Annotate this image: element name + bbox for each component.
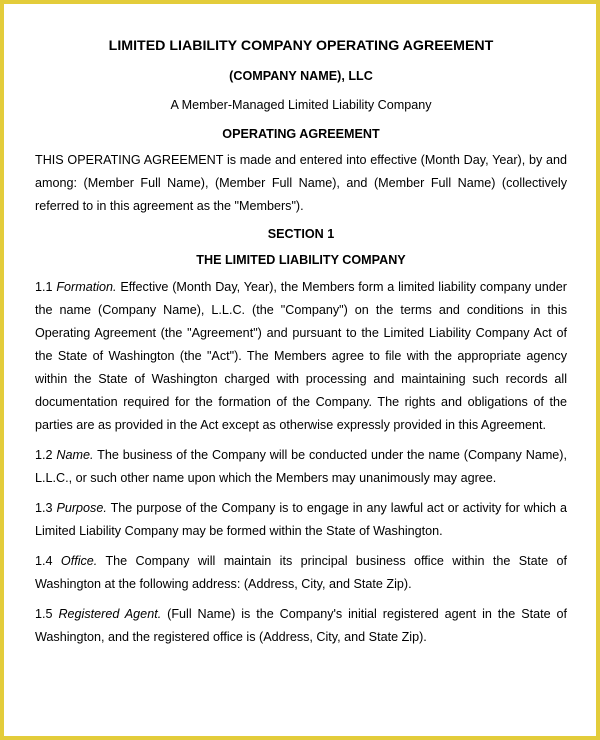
clause-term: Formation. — [56, 280, 117, 294]
bottom-fade — [8, 702, 592, 732]
clause-term: Purpose. — [56, 501, 107, 515]
section-number: SECTION 1 — [267, 227, 335, 241]
clause-number: 1.5 — [35, 607, 53, 621]
clause-name — [35, 444, 567, 490]
clause-number: 1.2 — [35, 448, 53, 462]
clause-text: The purpose of the Company is to engage in any lawful act or activity for which a Limited Liability Company may be formed within the State of Washington. — [35, 501, 567, 538]
clause-text: The business of the Company will be conducted under the name (Company Name), L.L.C., or such other name upon which the Members may unanimously may agree. — [35, 448, 568, 485]
clause-term: Office. — [60, 554, 98, 568]
clause-number: 1.3 — [35, 501, 53, 515]
document-subtitle: A Member-Managed Limited Liability Company — [170, 98, 432, 112]
company-name: (COMPANY NAME), LLC — [229, 69, 373, 83]
clause-text: Effective (Month Day, Year), the Members form a limited liability company under the name (Company Name), L.L.C. (the "Company") on the terms and conditions in this Operating Agreement (the "Agreement") and pursuant to the Limited Liability Company Act of the State of Washington (the "Act"). The Members agree to file with the appropriate agency within the State of Washington charged with processing and maintaining such records all documentation required for the formation of the Company. The rights and obligations of the parties are as provided in the Act except as otherwise expressly provided in this Agreement. — [35, 280, 568, 432]
clause-office — [35, 550, 567, 596]
clause-text: The Company will maintain its principal business office within the State of Washington at the following address: (Address, City, and State Zip). — [35, 554, 567, 591]
intro-paragraph: THIS OPERATING AGREEMENT is made and entered into effective (Month Day, Year), by and among: (Member Full Name), (Member Full Name), and (Member Full Name) (collectively referred to in this agreement as the "Members"). — [35, 153, 567, 213]
clause-purpose — [35, 497, 567, 543]
document-title: LIMITED LIABILITY COMPANY OPERATING AGREEMENT — [108, 38, 494, 54]
clause-term: Registered Agent. — [58, 607, 162, 621]
clause-formation — [35, 276, 567, 437]
clause-registered-agent — [35, 603, 567, 649]
document-page — [35, 34, 567, 656]
clause-number: 1.1 — [35, 280, 53, 294]
agreement-heading: OPERATING AGREEMENT — [222, 127, 380, 141]
clause-number: 1.4 — [35, 554, 53, 568]
clause-text: (Full Name) is the Company's initial registered agent in the State of Washington, and the registered office is (Address, City, and State Zip). — [35, 607, 568, 644]
section-title: THE LIMITED LIABILITY COMPANY — [196, 253, 406, 267]
clause-term: Name. — [56, 448, 94, 462]
